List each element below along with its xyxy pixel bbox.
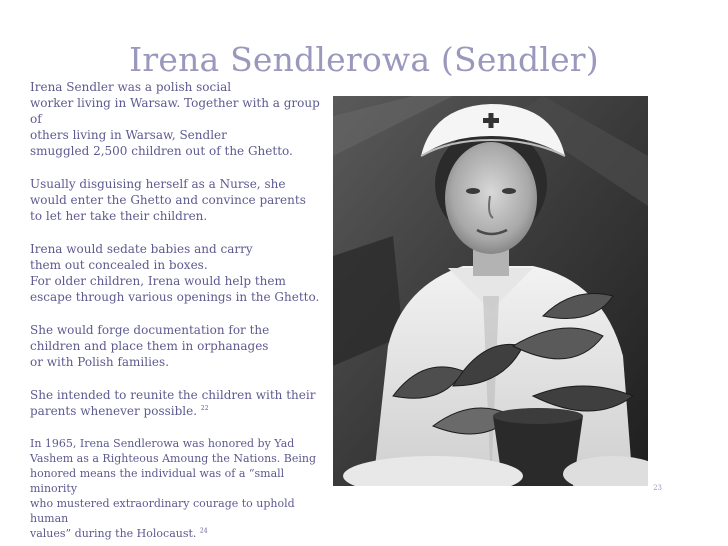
- paragraph-6-text: In 1965, Irena Sendlerowa was honored by Yad Vashem as a Righteous Amoung the Nations. Being honored means the individual was of a “small minority who mustered extraordinary courage to uphold human values” during the Holocaust.: [30, 437, 317, 540]
- paragraph-4: She would forge documentation for the children and place them in orphanages or with Polish families.: [30, 323, 270, 369]
- portrait-photo: [333, 96, 648, 486]
- body-text: [30, 79, 330, 541]
- footnote-ref-24: 24: [199, 527, 208, 535]
- paragraph-1: Irena Sendler was a polish social worker living in Warsaw. Together with a group of others living in Warsaw, Sendler smuggled 2,500 children out of the Ghetto.: [30, 80, 320, 158]
- paragraph-2: Usually disguising herself as a Nurse, she would enter the Ghetto and convince parents to let her take their children.: [30, 177, 306, 223]
- paragraph-3: Irena would sedate babies and carry them out concealed in boxes. For older children, Irena would help them escape through various openings in the Ghetto.: [30, 242, 320, 304]
- footnote-ref-22: 22: [200, 405, 209, 412]
- paragraph-5-text: She intended to reunite the children with their parents whenever possible.: [30, 388, 316, 418]
- paragraph-6: [30, 436, 330, 541]
- paragraph-5: [30, 387, 330, 419]
- slide-title: Irena Sendlerowa (Sendler): [129, 40, 599, 79]
- portrait-photo-icon: [333, 96, 648, 486]
- slide-number: 23: [653, 484, 662, 492]
